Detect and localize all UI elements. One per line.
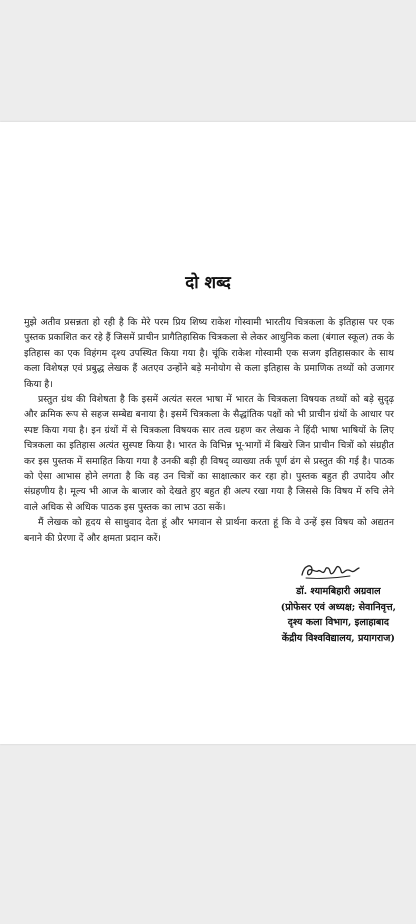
paragraph-3: मैं लेखक को हृदय से साधुवाद देता हूं और भगवान से प्रार्थना करता हूं कि वे उन्हें इस विषय को अद्यतन बनाने की प्रेरणा दें और क्षमता प्रदान करें। — [24, 517, 394, 544]
body-text — [24, 315, 394, 546]
signatory-block — [281, 584, 396, 646]
paragraph-2: प्रस्तुत ग्रंथ की विशेषता है कि इसमें अत्यंत सरल भाषा में भारत के चित्रकला विषयक तथ्यों को बड़े सुदृढ़ और क्रमिक रूप से सहज सम्बेद्य बनाया है। इसमें चित्रकला के सैद्धांतिक पक्षों को भी प्राचीन ग्रंथों के आधार पर स्पष्ट किया गया है। इन ग्रंथों में से चित्रकला विषयक सार तत्व ग्रहण कर लेखक ने हिंदी भाषा भाषियों के लिए चित्रकला का इतिहास अत्यंत सुस्पष्ट किया है। भारत के विभिन्न भू-भागों में बिखरे जिन प्राचीन चित्रों को संग्रहीत कर इस पुस्तक में समाहित किया गया है उनकी बड़ी ही विषद् व्याख्या तर्क पूर्ण ढंग से प्रस्तुत की गई है। पाठक को ऐसा आभास होने लगता है कि वह उन चित्रों का साक्षात्कार कर रहा हो। पुस्तक बहुत ही उपादेय और संग्रहणीय है। मूल्य भी आज के बाजार को देखते हुए बहुत ही अल्प रखा गया है जिससे कि विषय में रुचि लेने वाले अधिक से अधिक पाठक इस पुस्तक का लाभ उठा सकें। — [24, 394, 394, 513]
document-page — [0, 122, 416, 744]
handwritten-signature — [298, 559, 362, 587]
page-title: दो शब्द — [185, 273, 231, 293]
paragraph-1: मुझे अतीव प्रसन्नता हो रही है कि मेरे परम प्रिय शिष्य राकेश गोस्वामी भारतीय चित्रकला के इतिहास पर एक पुस्तक प्रकाशित कर रहे हैं जिसमें प्राचीन प्रागैतिहासिक चित्रकला से लेकर आधुनिक कला (बंगाल स्कूल) तक के इतिहास का एक विहंगम दृश्य उपस्थित किया गया है। चूंकि राकेश गोस्वामी एक सजग इतिहासकार के साथ कला विशेषज्ञ एवं प्रबुद्ध लेखक हैं अतएव उन्होंने बड़े मनोयोग से कला इतिहास के प्रमाणिक तथ्यों को उजागर किया है। — [24, 317, 394, 390]
signatory-line-1: (प्रोफेसर एवं अध्यक्ष; सेवानिवृत्त, — [280, 601, 396, 613]
signatory-name: डॉ. श्यामबिहारी अग्रवाल — [296, 586, 381, 597]
signatory-line-2: दृश्य कला विभाग, इलाहाबाद — [287, 617, 389, 628]
signatory-line-3: केंद्रीय विश्वविद्यालय, प्रयागराज) — [281, 632, 395, 644]
